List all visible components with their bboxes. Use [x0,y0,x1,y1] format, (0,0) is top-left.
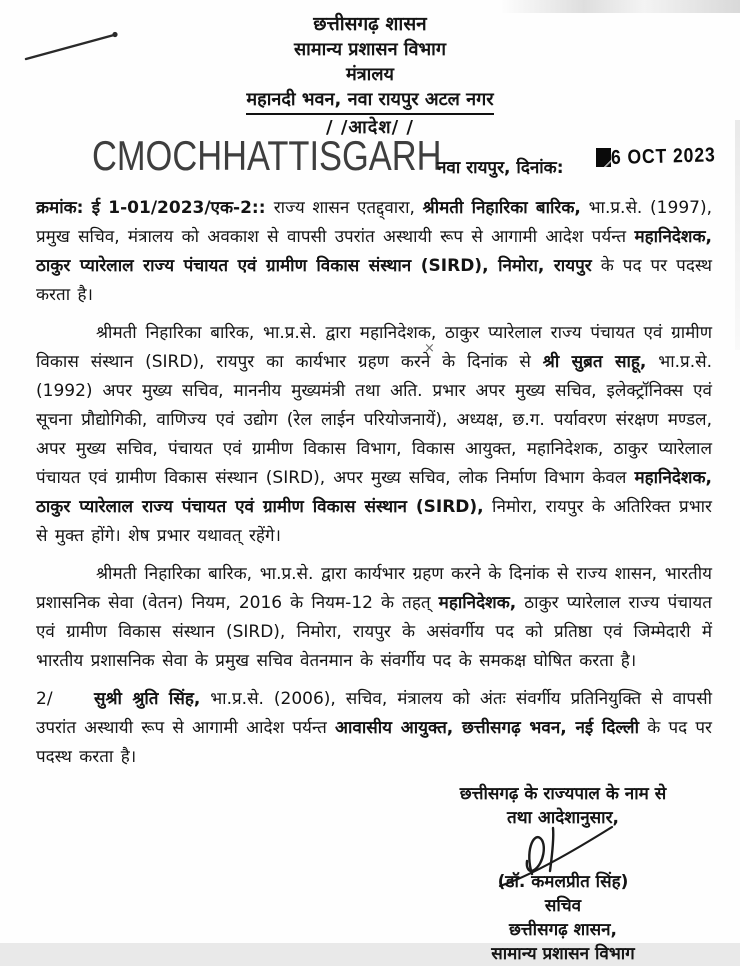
signature-block [398,782,728,966]
ministry-name: मंत्रालय [345,64,394,85]
correction-mark: × [424,341,435,356]
paragraphs [0,192,740,772]
signatory-org1: छत्तीसगढ़ शासन, [509,920,617,940]
paragraph: क्रमांक: ई 1-01/2023/एक-2:: राज्य शासन एतद्द्वारा, श्रीमती निहारिका बारिक, भा.प्र.से. (1997), प्रमुख सचिव, मंत्रालय को अवकाश से वापसी उपरांत अस्थायी रूप से आगामी आदेश पर्यन्त महानिदेशक, ठाकुर प्यारेलाल राज्य पंचायत एवं ग्रामीण विकास संस्थान (SIRD), निमोरा, रायपुर के पद पर पदस्थ करता है। [36,198,712,305]
signatory-name: (डॉ. कमलप्रीत सिंह) [497,872,629,892]
document-header [0,0,740,140]
ink-blob-icon [596,148,611,167]
watermark-text: CMOCHHATTISGARH [92,132,442,179]
address-line: महानदी भवन, नवा रायपुर अटल नगर [246,87,493,115]
paragraph: 2/ सुश्री श्रुति सिंह, भा.प्र.से. (2006), सचिव, मंत्रालय को अंतः संवर्गीय प्रतिनियुक्ति से वापसी उपरांत अस्थायी रूप से आगामी आदेश पर्यन्त आवासीय आयुक्त, छत्तीसगढ़ भवन, नई दिल्ली के पद पर पदस्थ करता है। [36,685,712,772]
paragraph: श्रीमती निहारिका बारिक, भा.प्र.से. द्वारा महानिदेशक, ठाकुर प्यारेलाल राज्य पंचायत एवं ग्रामीण विकास संस्थान (SIRD), रायपुर का कार्यभार ग्रहण करने के दिनांक से श्री सुब्रत साहू, भा.प्र.से. (1992) अपर मुख्य सचिव, माननीय मुख्यमंत्री तथा अति. प्रभार अपर मुख्य सचिव, इलेक्ट्रॉनिक्स एवं सूचना प्रौद्योगिकी, वाणिज्य एवं उद्योग (रेल लाईन परियोजनायें), अध्यक्ष, छ.ग. पर्यावरण संरक्षण मण्डल, अपर मुख्य सचिव, पंचायत एवं ग्रामीण विकास विभाग, विकास आयुक्त, महानिदेशक, ठाकुर प्यारेलाल पंचायत एवं ग्रामीण विकास संस्थान (SIRD), अपर मुख्य सचिव, लोक निर्माण विभाग केवल महानिदेशक, ठाकुर प्यारेलाल राज्य पंचायत एवं ग्रामीण विकास संस्थान (SIRD), निमोरा, रायपुर के अतिरिक्त प्रभार से मुक्त होंगे। शेष प्रभार यथावत् रहेंगे। [36,323,712,546]
scan-artifact [500,0,740,13]
department-name: सामान्य प्रशासन विभाग [294,39,446,60]
watermark-row [0,132,740,192]
signature-area [398,830,728,870]
signatory-title: सचिव [544,896,582,916]
pen-tick-mark [22,26,132,64]
paragraph-number: 2/ [36,689,53,709]
date-stamp [596,144,730,170]
paragraph: श्रीमती निहारिका बारिक, भा.प्र.से. द्वारा कार्यभार ग्रहण करने के दिनांक से राज्य शासन, भारतीय प्रशासनिक सेवा (वेतन) नियम, 2016 के नियम-12 के तहत् महानिदेशक, ठाकुर प्यारेलाल राज्य पंचायत एवं ग्रामीण विकास संस्थान (SIRD), निमोरा, रायपुर के असंवर्गीय पद को प्रतिष्ठा एवं जिम्मेदारी में भारतीय प्रशासनिक सेवा के प्रमुख सचिव वेतनमान के संवर्गीय पद के समकक्ष घोषित करता है। [36,564,712,671]
signatory-org2: सामान्य प्रशासन विभाग [491,944,635,964]
order-title: / /आदेश/ / [325,117,415,138]
place-date-label: नवा रायपुर, दिनांक: [437,158,564,178]
signature-authority-line: छत्तीसगढ़ के राज्यपाल के नाम से [459,784,667,804]
government-name: छत्तीसगढ़ शासन [313,13,427,35]
stamp-date-text: 6 OCT 2023 [610,144,716,169]
signature-byorder-line: तथा आदेशानुसार, [507,808,619,828]
